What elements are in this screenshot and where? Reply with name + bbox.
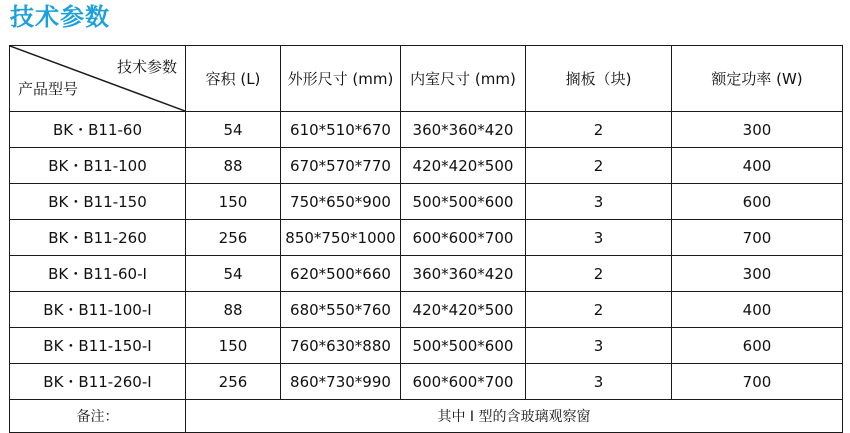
volume-cell: 54	[186, 256, 281, 292]
shelves-cell: 2	[526, 256, 672, 292]
table-row	[10, 364, 843, 400]
power-cell: 400	[672, 292, 843, 328]
power-cell: 700	[672, 364, 843, 400]
shelves-cell: 3	[526, 184, 672, 220]
table-row	[10, 220, 843, 256]
inner-size-cell: 500*500*600	[401, 328, 526, 364]
column-header-inner-size: 内室尺寸 (mm)	[401, 46, 526, 112]
table-row	[10, 184, 843, 220]
shelves-cell: 3	[526, 328, 672, 364]
inner-size-cell: 600*600*700	[401, 364, 526, 400]
note-text: 其中 I 型的含玻璃观察窗	[186, 400, 843, 433]
outer-size-cell: 610*510*670	[281, 112, 401, 148]
outer-size-cell: 760*630*880	[281, 328, 401, 364]
table-header-row	[10, 46, 843, 112]
table-row	[10, 256, 843, 292]
shelves-cell: 3	[526, 364, 672, 400]
model-cell: BK・B11-150	[10, 184, 186, 220]
model-cell: BK・B11-100-I	[10, 292, 186, 328]
column-header-power: 额定功率 (W)	[672, 46, 843, 112]
volume-cell: 256	[186, 220, 281, 256]
power-cell: 700	[672, 220, 843, 256]
outer-size-cell: 860*730*990	[281, 364, 401, 400]
power-cell: 600	[672, 184, 843, 220]
note-label: 备注：	[10, 400, 186, 433]
model-cell: BK・B11-60	[10, 112, 186, 148]
table-row	[10, 112, 843, 148]
inner-size-cell: 500*500*600	[401, 184, 526, 220]
table-row	[10, 328, 843, 364]
inner-size-cell: 360*360*420	[401, 256, 526, 292]
column-header-shelves: 搁板（块)	[526, 46, 672, 112]
inner-size-cell: 420*420*500	[401, 292, 526, 328]
volume-cell: 150	[186, 328, 281, 364]
column-header-outer-size: 外形尺寸 (mm)	[281, 46, 401, 112]
shelves-cell: 2	[526, 112, 672, 148]
shelves-cell: 2	[526, 292, 672, 328]
column-header-volume: 容积 (L)	[186, 46, 281, 112]
table-row	[10, 148, 843, 184]
volume-cell: 88	[186, 292, 281, 328]
model-cell: BK・B11-60-I	[10, 256, 186, 292]
model-cell: BK・B11-150-I	[10, 328, 186, 364]
note-row	[10, 400, 843, 433]
shelves-cell: 3	[526, 220, 672, 256]
inner-size-cell: 360*360*420	[401, 112, 526, 148]
shelves-cell: 2	[526, 148, 672, 184]
model-cell: BK・B11-260-I	[10, 364, 186, 400]
power-cell: 300	[672, 256, 843, 292]
inner-size-cell: 600*600*700	[401, 220, 526, 256]
corner-header-model: 产品型号	[18, 80, 79, 98]
model-cell: BK・B11-100	[10, 148, 186, 184]
outer-size-cell: 620*500*660	[281, 256, 401, 292]
outer-size-cell: 670*570*770	[281, 148, 401, 184]
volume-cell: 150	[186, 184, 281, 220]
table-row	[10, 292, 843, 328]
outer-size-cell: 680*550*760	[281, 292, 401, 328]
page-title: 技术参数	[10, 3, 110, 31]
outer-size-cell: 850*750*1000	[281, 220, 401, 256]
power-cell: 400	[672, 148, 843, 184]
corner-header-parameters: 技术参数	[116, 58, 177, 76]
volume-cell: 88	[186, 148, 281, 184]
inner-size-cell: 420*420*500	[401, 148, 526, 184]
volume-cell: 256	[186, 364, 281, 400]
power-cell: 300	[672, 112, 843, 148]
corner-header-cell	[10, 46, 186, 112]
spec-table	[9, 45, 843, 433]
power-cell: 600	[672, 328, 843, 364]
volume-cell: 54	[186, 112, 281, 148]
outer-size-cell: 750*650*900	[281, 184, 401, 220]
model-cell: BK・B11-260	[10, 220, 186, 256]
